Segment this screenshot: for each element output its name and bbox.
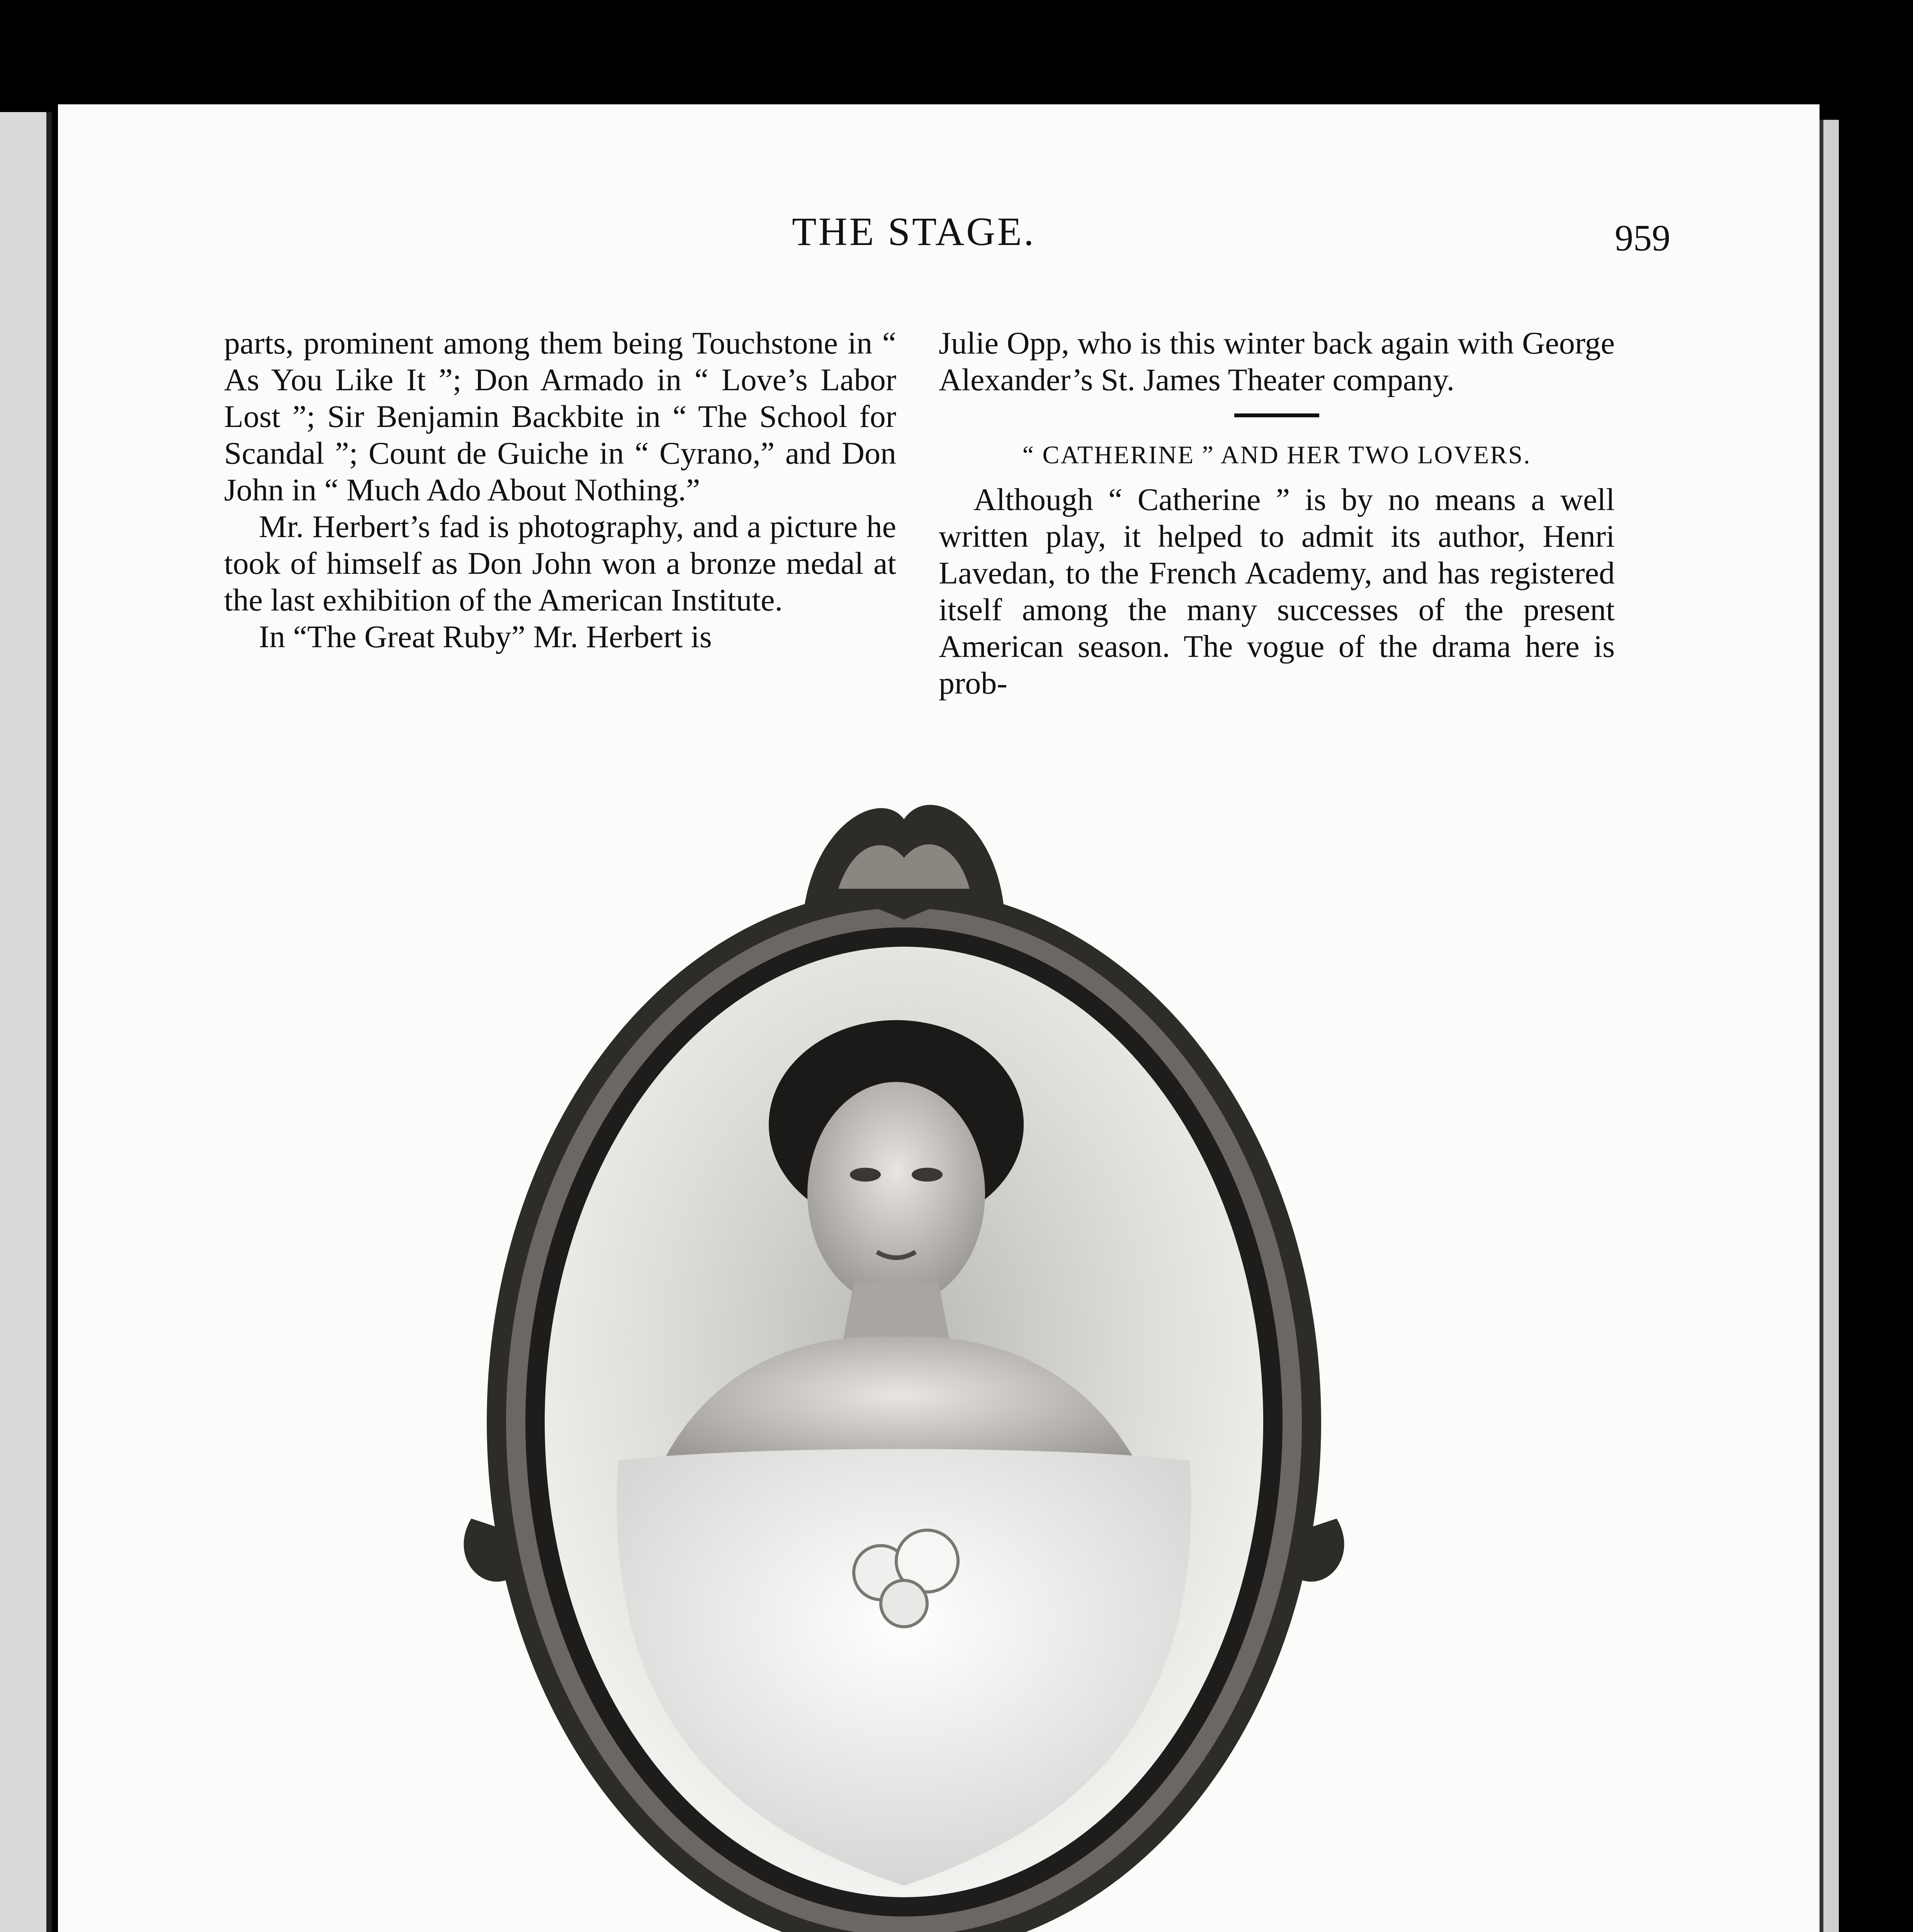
left-page-edge xyxy=(0,112,52,1932)
right-page-edge xyxy=(1820,120,1839,1932)
section-divider xyxy=(1234,413,1319,417)
paragraph: parts, prominent among them being Touchstone in “ As You Like It ”; Don Armado in “ Love’s Labor Lost ”; Sir Benjamin Backbite in “ The School for Scandal ”; Count de Guiche in “ Cyrano,” and Don John in “ Much Ado About Nothing.” xyxy=(224,325,896,507)
paragraph: In “The Great Ruby” Mr. Herbert is xyxy=(259,619,712,654)
page-title: THE STAGE. xyxy=(792,209,1036,254)
column-right-top xyxy=(939,325,1615,701)
column-left-top xyxy=(224,325,896,655)
paragraph: Mr. Herbert’s fad is photography, and a picture he took of himself as Don John won a bronze medal at the last exhibition of the American Institute. xyxy=(224,509,896,617)
portrait-photograph xyxy=(437,765,1371,1932)
paragraph: Julie Opp, who is this winter back again with George Alexander’s St. James Theater company. xyxy=(939,325,1615,397)
paragraph: Although “ Catherine ” is by no means a well written play, it helped to admit its author, Henri Lavedan, to the French Academy, and has registered itself among the many successes of the present American season. The vogue of the drama here is prob- xyxy=(939,482,1615,701)
page-number: 959 xyxy=(1615,217,1670,259)
section-heading: “ CATHERINE ” AND HER TWO LOVERS. xyxy=(1022,441,1531,469)
